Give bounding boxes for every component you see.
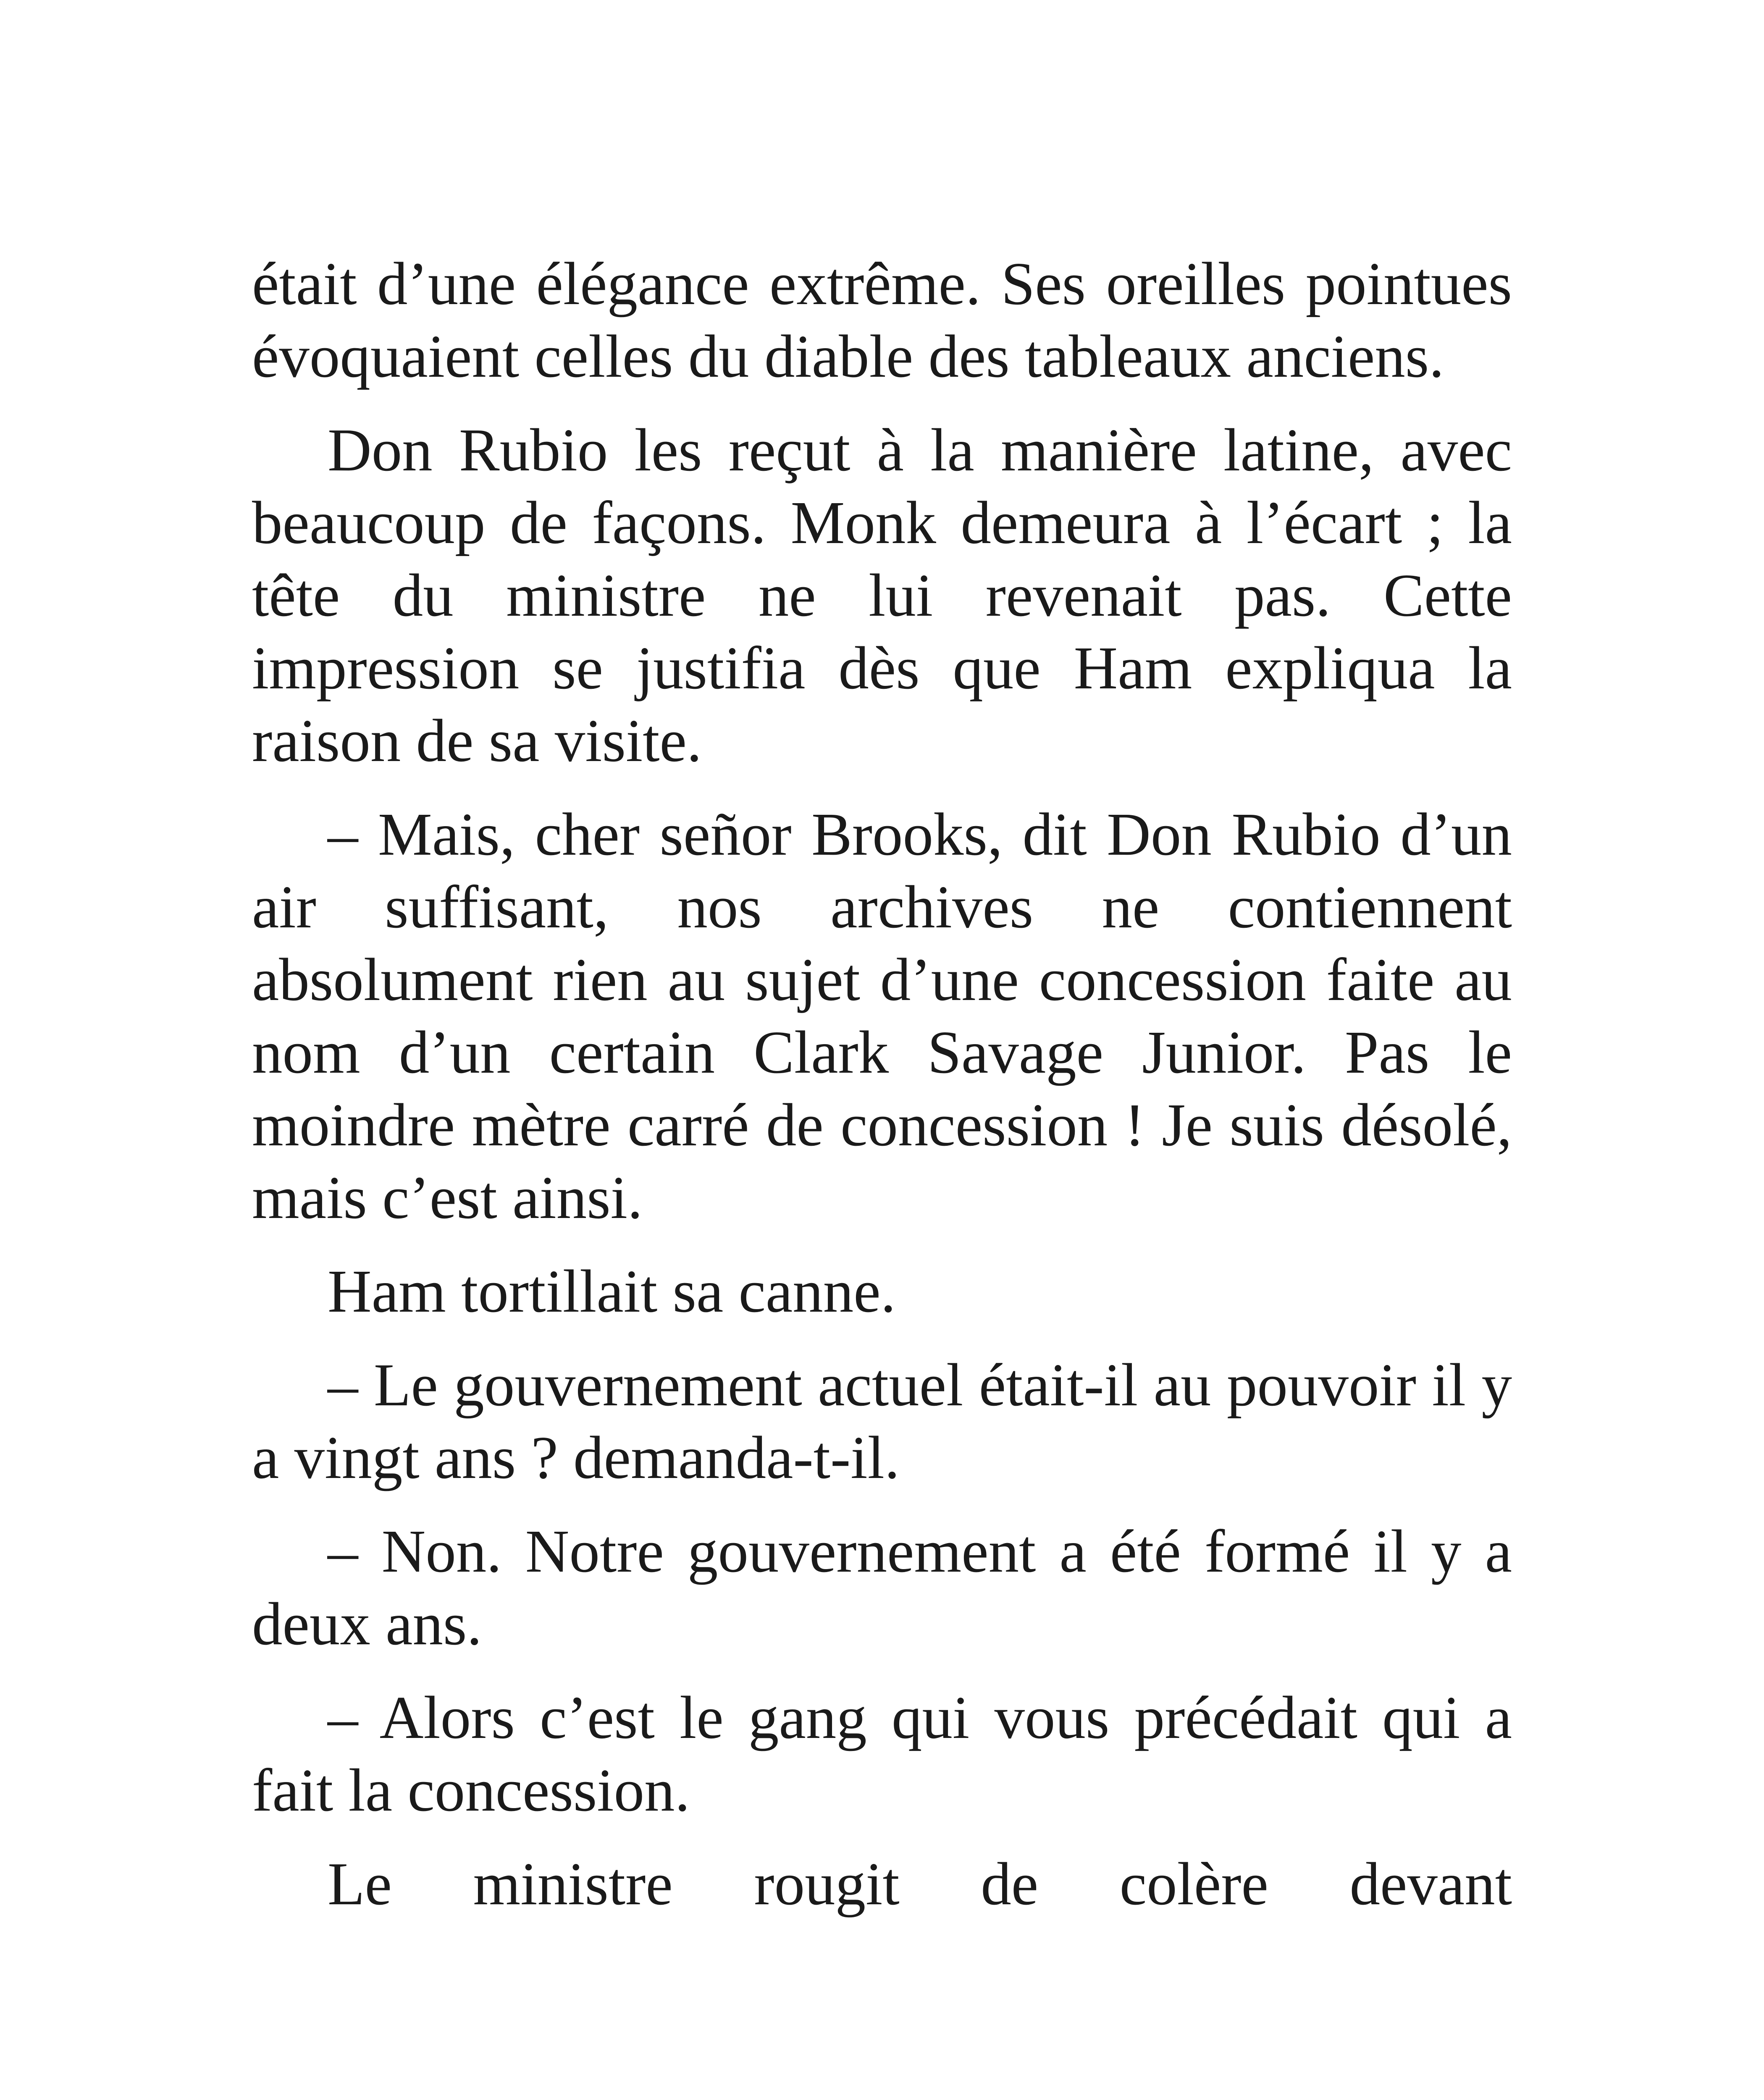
- paragraph-dialogue: – Mais, cher señor Brooks, dit Don Rubio d’un air suffisant, nos archives ne contiennent absolument rien au sujet d’une concession faite au nom d’un certain Clark Savage Junior. Pas le moindre mètre carré de concession ! Je suis désolé, mais c’est ainsi.: [252, 801, 1512, 1231]
- paragraph-dialogue: – Non. Notre gouvernement a été formé il y a deux ans.: [252, 1518, 1512, 1658]
- body-text: [252, 248, 1512, 1942]
- paragraph-dialogue: – Le gouvernement actuel était-il au pouvoir il y a vingt ans ? demanda-t-il.: [252, 1352, 1512, 1491]
- paragraph-truncated: Le ministre rougit de colère devant: [328, 1851, 1512, 1918]
- paragraph: Don Rubio les reçut à la manière latine, avec beaucoup de façons. Monk demeura à l’écart ; la tête du ministre ne lui revenait pas. Cette impression se justifia dès que Ham expliqua la raison de sa visite.: [252, 417, 1512, 774]
- paragraph-continuation: était d’une élégance extrême. Ses oreilles pointues évoquaient celles du diable des tableaux anciens.: [252, 250, 1512, 390]
- paragraph: Ham tortillait sa canne.: [328, 1258, 896, 1325]
- paragraph-dialogue: – Alors c’est le gang qui vous précédait qui a fait la concession.: [252, 1684, 1512, 1824]
